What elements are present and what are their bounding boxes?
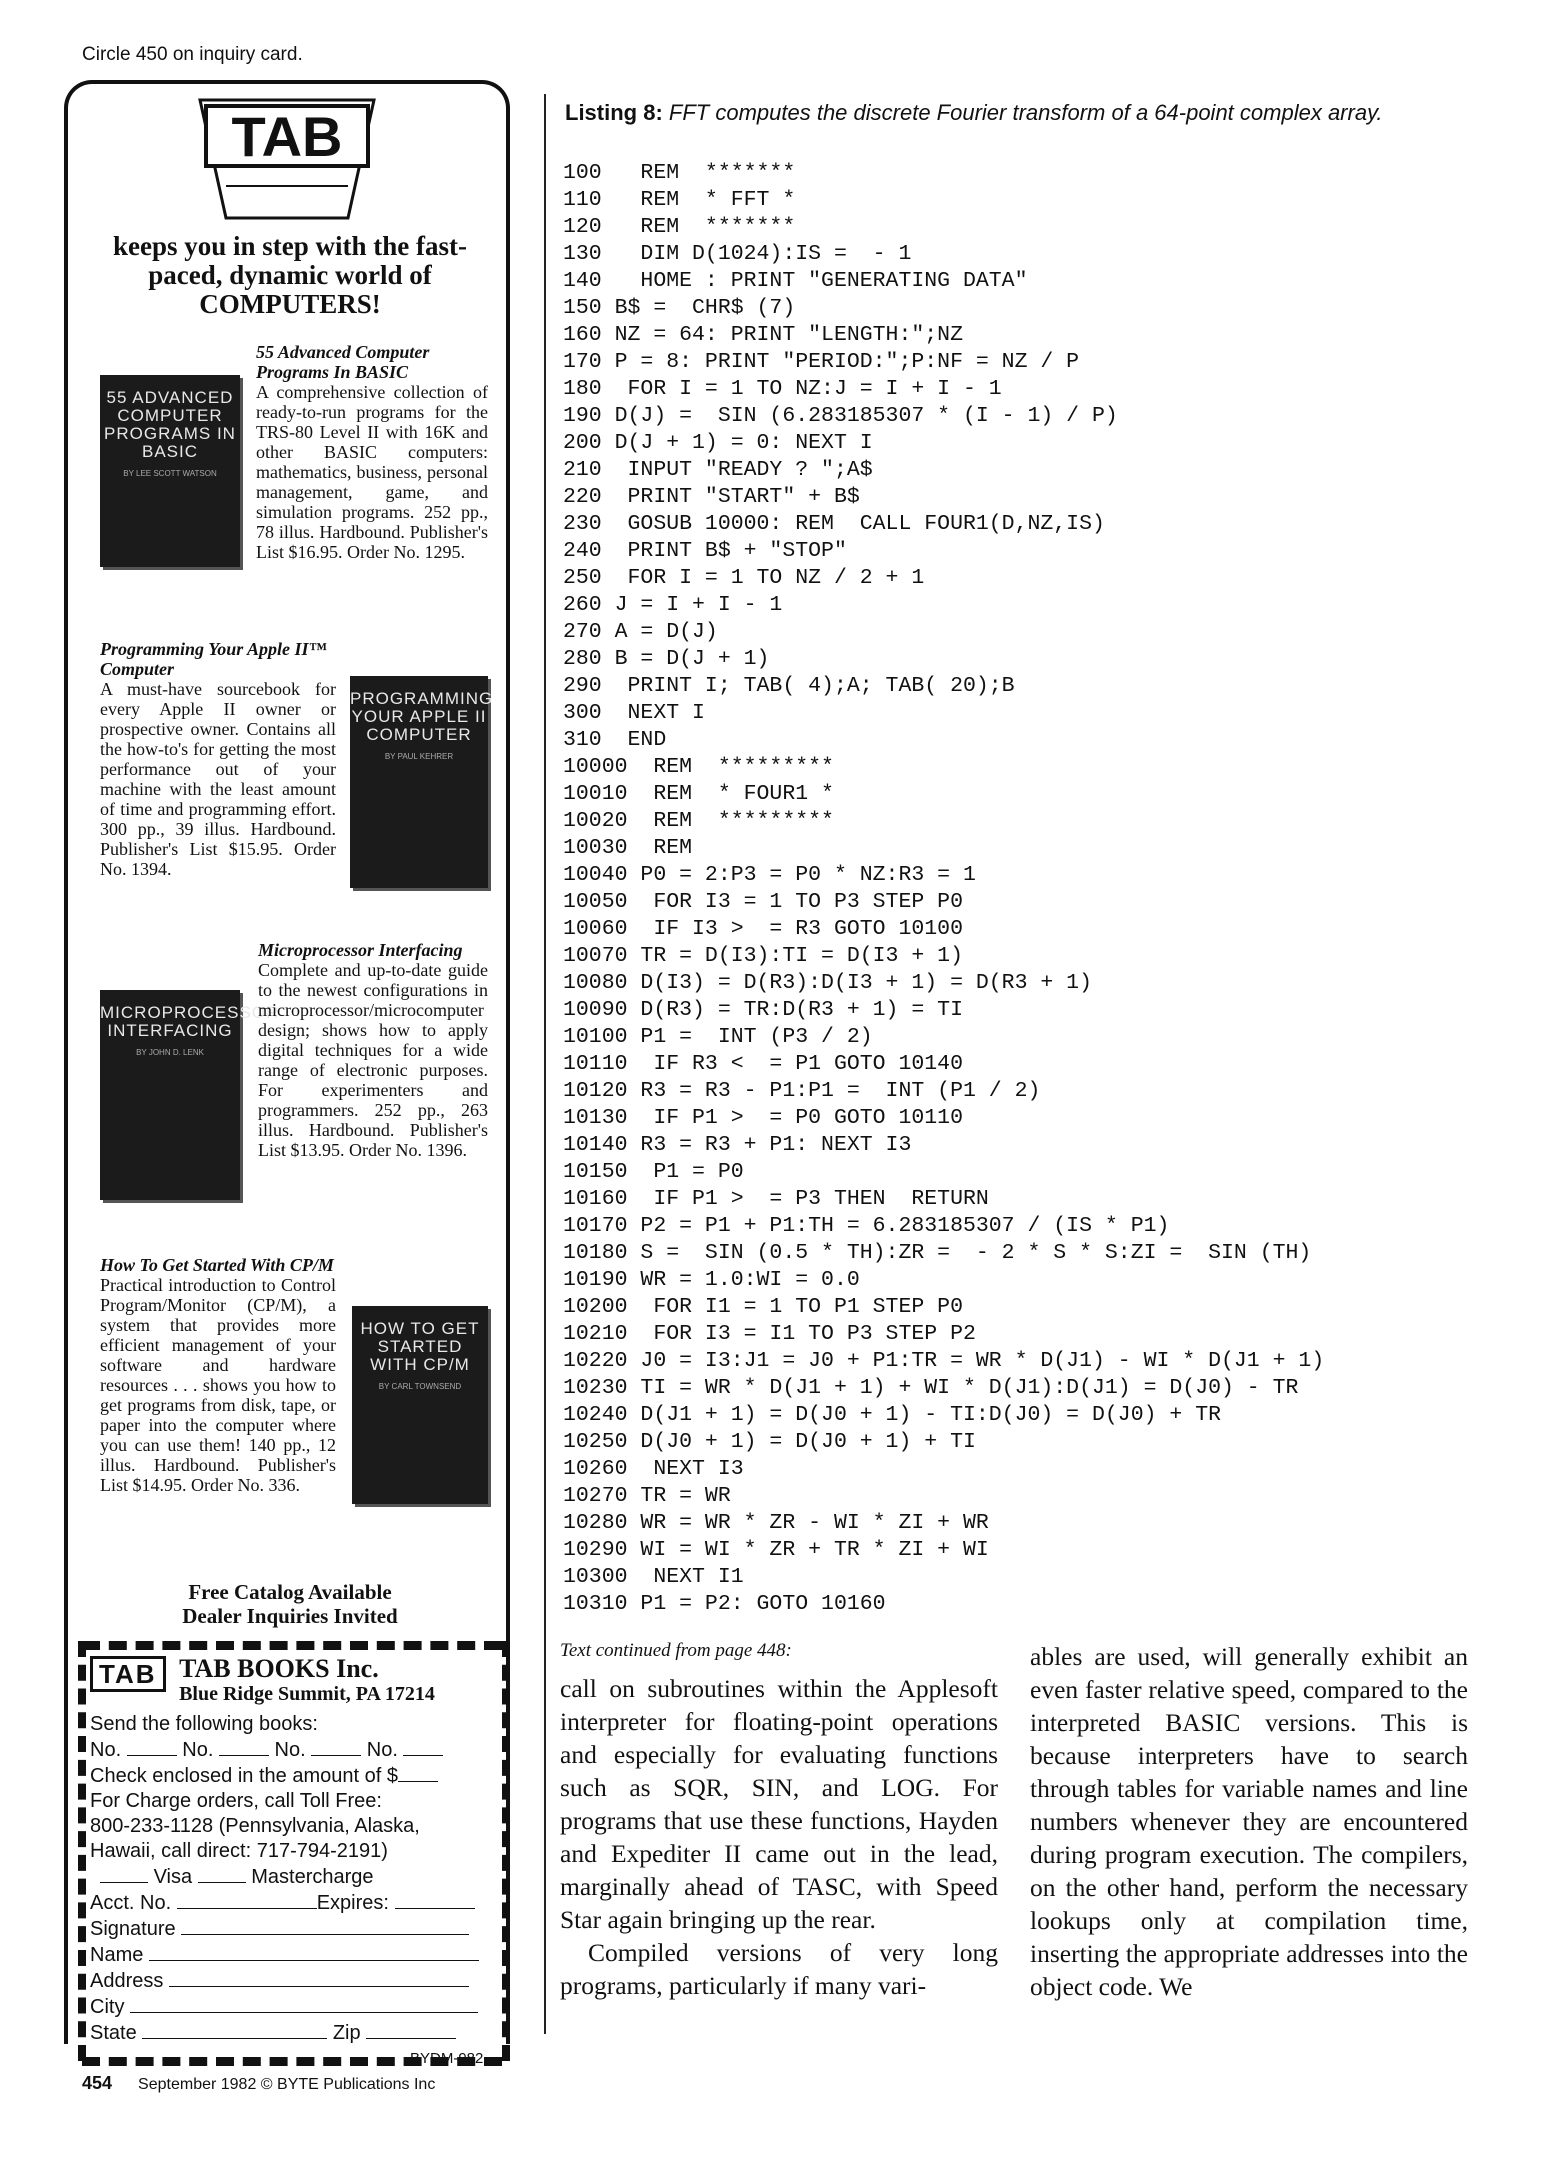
code-line: 10180 S = SIN (0.5 * TH):ZR = - 2 * S * S:ZI = SIN (TH)	[563, 1241, 1312, 1265]
book-desc-cpm: How To Get Started With CP/M Practical introduction to Control Program/Monitor (CP/M), a system that provides more efficient management of your software and hardware resources . . . shows you how to get programs from disk, tape, or paper into the computer where you can use them! 140 pp., 12 illus. Hardbound. Publisher's List $14.95. Order No. 336.	[100, 1255, 336, 1495]
coupon-border-top	[82, 1641, 502, 1650]
code-line: 250 FOR I = 1 TO NZ / 2 + 1	[563, 566, 925, 590]
code-line: 170 P = 8: PRINT "PERIOD:";P:NF = NZ / P	[563, 350, 1080, 374]
publisher-address: Blue Ridge Summit, PA 17214	[179, 1683, 435, 1705]
code-line: 110 REM * FFT *	[563, 188, 796, 212]
book-desc-apple: Programming Your Apple II™ Computer A must-have sourcebook for every Apple II owner or prospective owner. Contains all the how-to's for getting the most performance out of your machine with the least amount of time and programming effort. 300 pp., 39 illus. Hardbound. Publisher's List $15.95. Order No. 1394.	[100, 639, 336, 879]
coupon-code: BYDM-982	[410, 2050, 484, 2067]
code-line: 10200 FOR I1 = 1 TO P1 STEP P0	[563, 1295, 963, 1319]
book-no-field-4[interactable]	[403, 1737, 443, 1756]
code-line: 10190 WR = 1.0:WI = 0.0	[563, 1268, 860, 1292]
name-line: Name	[90, 1942, 495, 1968]
code-line: 310 END	[563, 728, 667, 752]
column-1-paragraph-2: Compiled versions of very long programs, particularly if many vari-	[560, 1938, 998, 2000]
code-line: 160 NZ = 64: PRINT "LENGTH:";NZ	[563, 323, 963, 347]
code-line: 220 PRINT "START" + B$	[563, 485, 860, 509]
signature-line: Signature	[90, 1916, 495, 1942]
issue-credit: September 1982 © BYTE Publications Inc	[138, 2076, 436, 2093]
code-line: 260 J = I + I - 1	[563, 593, 783, 617]
code-line: 200 D(J + 1) = 0: NEXT I	[563, 431, 873, 455]
account-field[interactable]	[177, 1890, 317, 1909]
code-line: 10210 FOR I3 = I1 TO P3 STEP P2	[563, 1322, 976, 1346]
code-line: 100 REM *******	[563, 161, 796, 185]
toll-free-number: 800-233-1128 (Pennsylvania, Alaska,	[90, 1815, 420, 1837]
code-line: 10290 WI = WI * ZR + TR * ZI + WI	[563, 1538, 989, 1562]
book-no-field-1[interactable]	[127, 1737, 177, 1756]
code-line: 10050 FOR I3 = 1 TO P3 STEP P0	[563, 890, 963, 914]
code-line: 10270 TR = WR	[563, 1484, 731, 1508]
code-line: 10020 REM *********	[563, 809, 834, 833]
book-cover-basic: 55 ADVANCED COMPUTER PROGRAMS IN BASIC BY LEE SCOTT WATSON	[100, 375, 240, 567]
column-2-paragraph-1: ables are used, will generally exhibit an even faster relative speed, compared to the interpreted BASIC versions. This is because interpreters have to search through tables for variable names and line numbers whenever they are encountered during program execution. The compilers, on the other hand, perform the necessary lookups only at compilation time, inserting the appropriate addresses into the object code. We	[1030, 1642, 1468, 2001]
code-line: 240 PRINT B$ + "STOP"	[563, 539, 847, 563]
city-field[interactable]	[130, 1994, 478, 2013]
book-number-fields: No. No. No. No.	[90, 1737, 495, 1763]
code-line: 10060 IF I3 > = R3 GOTO 10100	[563, 917, 963, 941]
listing-label: Listing 8:	[565, 100, 663, 125]
code-line: 150 B$ = CHR$ (7)	[563, 296, 796, 320]
code-line: 10260 NEXT I3	[563, 1457, 744, 1481]
send-books-label: Send the following books:	[90, 1713, 318, 1735]
code-line: 10310 P1 = P2: GOTO 10160	[563, 1592, 886, 1616]
city-line: City	[90, 1994, 495, 2020]
column-1-paragraph-1: call on subroutines within the Applesoft interpreter for floating-point operations and especially for evaluating functions such as SQR, SIN, and LOG. For programs that use these functions, Hayden and Expediter II came out in the lead, marginally ahead of TASC, with Speed Star again bringing up the rear.	[560, 1674, 998, 1934]
zip-field[interactable]	[366, 2020, 456, 2039]
book-desc-basic: 55 Advanced Computer Programs In BASIC A comprehensive collection of ready-to-run programs for the TRS-80 Level II with 16K and other BASIC computers: mathematics, business, personal management, game, and simulation programs. 252 pp., 78 illus. Hardbound. Publisher's List $16.95. Order No. 1295.	[256, 342, 488, 562]
code-line: 130 DIM D(1024):IS = - 1	[563, 242, 912, 266]
code-line: 190 D(J) = SIN (6.283185307 * (I - 1) / P)	[563, 404, 1118, 428]
code-line: 10110 IF R3 < = P1 GOTO 10140	[563, 1052, 963, 1076]
address-field[interactable]	[169, 1968, 469, 1987]
code-line: 280 B = D(J + 1)	[563, 647, 770, 671]
amount-field[interactable]	[398, 1763, 438, 1782]
code-line: 300 NEXT I	[563, 701, 705, 725]
code-line: 10070 TR = D(I3):TI = D(I3 + 1)	[563, 944, 963, 968]
code-line: 10170 P2 = P1 + P1:TH = 6.283185307 / (IS * P1)	[563, 1214, 1170, 1238]
code-line: 10300 NEXT I1	[563, 1565, 744, 1589]
code-line: 140 HOME : PRINT "GENERATING DATA"	[563, 269, 1028, 293]
book-no-field-3[interactable]	[311, 1737, 361, 1756]
listing-caption	[565, 100, 1383, 126]
charge-orders-label: For Charge orders, call Toll Free:	[90, 1790, 382, 1812]
coupon-border-right	[502, 1641, 510, 2061]
column-divider	[544, 94, 546, 2034]
book-desc-microprocessor: Microprocessor Interfacing Complete and up-to-date guide to the newest configurations in microprocessor/microcomputer design; shows how to apply digital techniques for a wide range of electronic purposes. For experimenters and programmers. 252 pp., 263 illus. Hardbound. Publisher's List $13.95. Order No. 1396.	[258, 940, 488, 1160]
page-footer	[82, 2073, 435, 2094]
code-line: 10030 REM	[563, 836, 693, 860]
order-coupon	[90, 1656, 495, 2046]
catalog-notice	[90, 1580, 490, 1628]
code-line: 210 INPUT "READY ? ";A$	[563, 458, 873, 482]
expires-field[interactable]	[395, 1890, 475, 1909]
code-line: 270 A = D(J)	[563, 620, 718, 644]
code-line: 10140 R3 = R3 + P1: NEXT I3	[563, 1133, 912, 1157]
code-line: 10150 P1 = P0	[563, 1160, 744, 1184]
code-line: 10080 D(I3) = D(R3):D(I3 + 1) = D(R3 + 1)	[563, 971, 1092, 995]
code-line: 10000 REM *********	[563, 755, 834, 779]
code-line: 10240 D(J1 + 1) = D(J0 + 1) - TI:D(J0) = D(J0) + TR	[563, 1403, 1222, 1427]
code-line: 10280 WR = WR * ZR - WI * ZI + WR	[563, 1511, 989, 1535]
check-enclosed-line: Check enclosed in the amount of $	[90, 1763, 495, 1789]
article-column-2	[1030, 1640, 1468, 2003]
signature-field[interactable]	[181, 1916, 469, 1935]
name-field[interactable]	[149, 1942, 479, 1961]
code-line: 10160 IF P1 > = P3 THEN RETURN	[563, 1187, 989, 1211]
account-line: Acct. No. Expires:	[90, 1890, 495, 1916]
tab-logo-text: TAB	[231, 105, 343, 168]
code-line: 10220 J0 = I3:J1 = J0 + P1:TR = WR * D(J1) - WI * D(J1 + 1)	[563, 1349, 1325, 1373]
article-column-1	[560, 1672, 998, 2002]
code-line: 290 PRINT I; TAB( 4);A; TAB( 20);B	[563, 674, 1015, 698]
code-listing	[563, 160, 1324, 1618]
mastercharge-checkbox-line[interactable]	[198, 1864, 246, 1883]
code-line: 10010 REM * FOUR1 *	[563, 782, 834, 806]
tab-logo	[198, 98, 376, 220]
book-cover-apple: PROGRAMMING YOUR APPLE II COMPUTER BY PAUL KEHRER	[350, 676, 488, 888]
state-field[interactable]	[142, 2020, 327, 2039]
dealer-inquiries: Dealer Inquiries Invited	[182, 1604, 398, 1628]
payment-method-line: Visa Mastercharge	[90, 1864, 495, 1890]
code-line: 10250 D(J0 + 1) = D(J0 + 1) + TI	[563, 1430, 976, 1454]
page-number: 454	[82, 2073, 113, 2093]
code-line: 230 GOSUB 10000: REM CALL FOUR1(D,NZ,IS)	[563, 512, 1105, 536]
code-line: 10130 IF P1 > = P0 GOTO 10110	[563, 1106, 963, 1130]
state-zip-line: State Zip	[90, 2020, 495, 2046]
coupon-border-left	[78, 1641, 86, 2061]
code-line: 180 FOR I = 1 TO NZ:J = I + I - 1	[563, 377, 1002, 401]
book-cover-cpm: HOW TO GET STARTED WITH CP/M BY CARL TOWNSEND	[352, 1306, 488, 1504]
code-line: 10230 TI = WR * D(J1 + 1) + WI * D(J1):D(J1) = D(J0) - TR	[563, 1376, 1299, 1400]
publisher-name: TAB BOOKS Inc.	[179, 1654, 379, 1683]
code-line: 10090 D(R3) = TR:D(R3 + 1) = TI	[563, 998, 963, 1022]
listing-caption-text: FFT computes the discrete Fourier transform of a 64-point complex array.	[668, 100, 1383, 125]
text-continued: Text continued from page 448:	[560, 1640, 792, 1661]
coupon-tab-logo: TAB	[90, 1656, 166, 1692]
book-cover-microprocessor: MICROPROCESSOR INTERFACING BY JOHN D. LENK	[100, 990, 240, 1200]
address-line: Address	[90, 1968, 495, 1994]
code-line: 10040 P0 = 2:P3 = P0 * NZ:R3 = 1	[563, 863, 976, 887]
book-no-field-2[interactable]	[219, 1737, 269, 1756]
visa-checkbox-line[interactable]	[100, 1864, 148, 1883]
inquiry-card-note: Circle 450 on inquiry card.	[82, 44, 303, 65]
ad-tagline: keeps you in step with the fast-paced, dynamic world of COMPUTERS!	[112, 231, 468, 319]
code-line: 10120 R3 = R3 - P1:P1 = INT (P1 / 2)	[563, 1079, 1041, 1103]
code-line: 120 REM *******	[563, 215, 796, 239]
code-line: 10100 P1 = INT (P3 / 2)	[563, 1025, 873, 1049]
hawaii-number: Hawaii, call direct: 717-794-2191)	[90, 1840, 388, 1862]
free-catalog: Free Catalog Available	[188, 1580, 392, 1604]
